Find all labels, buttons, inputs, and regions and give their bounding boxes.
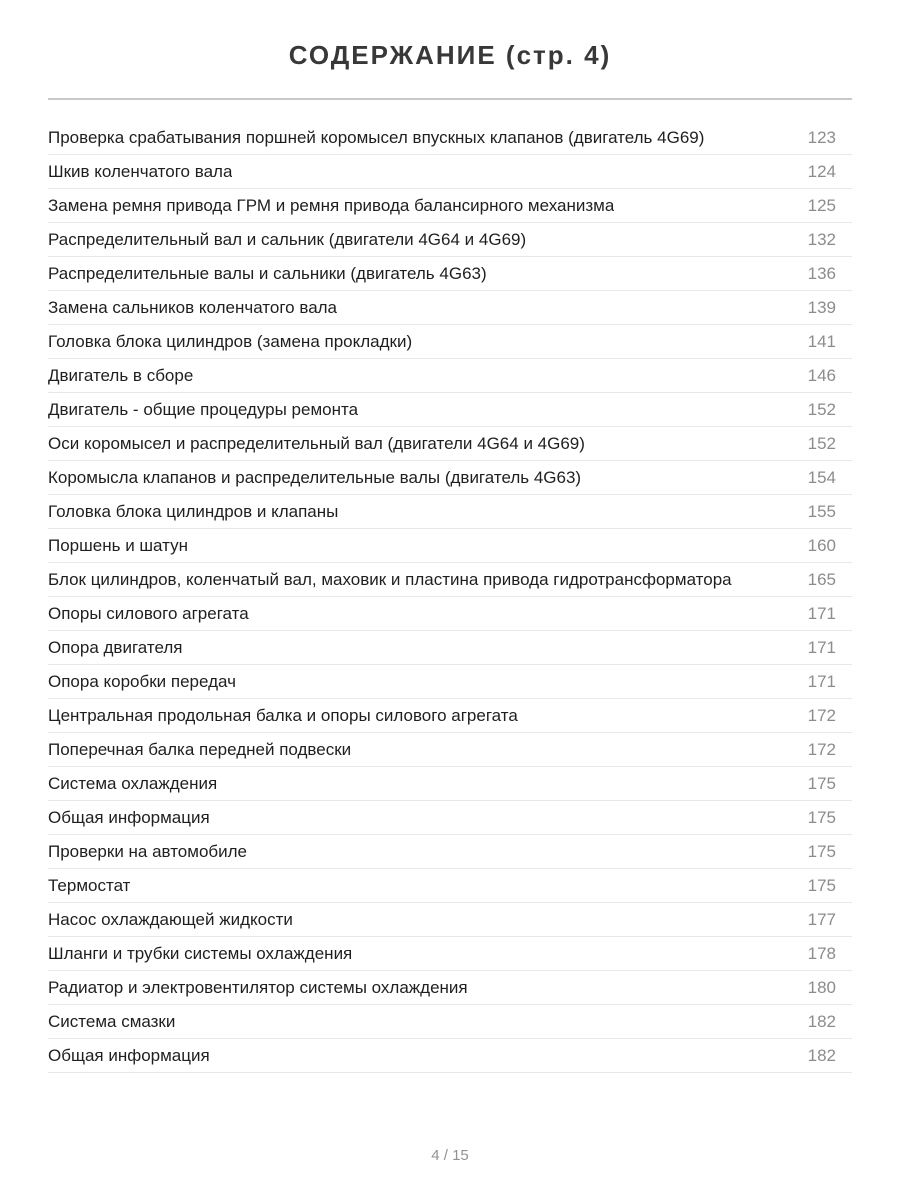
- toc-item-label: Оси коромысел и распределительный вал (двигатели 4G64 и 4G69): [48, 433, 585, 453]
- title-divider: [48, 98, 852, 100]
- toc-row[interactable]: [48, 563, 852, 597]
- toc-item-label: Центральная продольная балка и опоры силового агрегата: [48, 705, 518, 725]
- toc-item-label: Опоры силового агрегата: [48, 603, 249, 623]
- page-title: СОДЕРЖАНИЕ (стр. 4): [288, 40, 612, 70]
- toc-row[interactable]: [48, 1039, 852, 1073]
- toc-row[interactable]: [48, 529, 852, 563]
- toc-item-label: Шланги и трубки системы охлаждения: [48, 943, 353, 963]
- toc-item-page-number: 136: [807, 263, 836, 283]
- toc-row[interactable]: [48, 495, 852, 529]
- toc-item-label: Коромысла клапанов и распределительные валы (двигатель 4G63): [48, 467, 582, 487]
- toc-item-page-number: 175: [807, 841, 836, 861]
- toc-item-label: Замена сальников коленчатого вала: [48, 297, 338, 317]
- toc-item-page-number: 182: [807, 1011, 836, 1031]
- toc-item-page-number: 175: [807, 875, 836, 895]
- toc-item-page-number: 160: [807, 535, 836, 555]
- toc-row[interactable]: [48, 733, 852, 767]
- toc-item-label: Термостат: [48, 875, 131, 895]
- toc-item-page-number: 172: [807, 739, 836, 759]
- toc-row[interactable]: [48, 291, 852, 325]
- toc-item-label: Распределительные валы и сальники (двигатель 4G63): [48, 263, 487, 283]
- toc-row[interactable]: [48, 597, 852, 631]
- toc-item-page-number: 171: [807, 637, 836, 657]
- toc-item-label: Проверки на автомобиле: [48, 841, 248, 861]
- toc-row[interactable]: [48, 155, 852, 189]
- toc-item-label: Система охлаждения: [48, 773, 218, 793]
- toc-item-label: Поперечная балка передней подвески: [48, 739, 352, 759]
- toc-row[interactable]: [48, 835, 852, 869]
- toc-item-page-number: 171: [807, 603, 836, 623]
- toc-item-page-number: 141: [807, 331, 836, 351]
- toc-item-page-number: 152: [807, 399, 836, 419]
- toc-row[interactable]: [48, 971, 852, 1005]
- page-number-indicator: 4 / 15: [431, 1147, 469, 1164]
- toc-row[interactable]: [48, 699, 852, 733]
- toc-item-page-number: 171: [807, 671, 836, 691]
- toc-row[interactable]: [48, 869, 852, 903]
- toc-item-label: Поршень и шатун: [48, 535, 188, 555]
- toc-row[interactable]: [48, 903, 852, 937]
- toc-item-label: Общая информация: [48, 1045, 210, 1065]
- toc-item-page-number: 180: [807, 977, 836, 997]
- toc-item-page-number: 155: [807, 501, 836, 521]
- toc-item-label: Головка блока цилиндров (замена прокладки): [48, 331, 413, 351]
- toc-item-page-number: 132: [807, 229, 836, 249]
- toc-item-label: Насос охлаждающей жидкости: [48, 909, 293, 929]
- toc-item-page-number: 175: [807, 773, 836, 793]
- toc-item-label: Двигатель - общие процедуры ремонта: [48, 399, 359, 419]
- toc-row[interactable]: [48, 359, 852, 393]
- toc-item-page-number: 152: [807, 433, 836, 453]
- toc-item-label: Проверка срабатывания поршней коромысел впускных клапанов (двигатель 4G69): [48, 127, 705, 147]
- toc-row[interactable]: [48, 325, 852, 359]
- toc-row[interactable]: [48, 189, 852, 223]
- toc-item-page-number: 177: [807, 909, 836, 929]
- toc-row[interactable]: [48, 767, 852, 801]
- toc-row[interactable]: [48, 257, 852, 291]
- toc-row[interactable]: [48, 937, 852, 971]
- toc-item-page-number: 172: [807, 705, 836, 725]
- toc-item-page-number: 125: [807, 195, 836, 215]
- toc-row[interactable]: [48, 801, 852, 835]
- toc-list: [48, 121, 852, 1073]
- toc-row[interactable]: [48, 665, 852, 699]
- toc-item-label: Общая информация: [48, 807, 210, 827]
- toc-item-label: Распределительный вал и сальник (двигатели 4G64 и 4G69): [48, 229, 527, 249]
- toc-item-page-number: 139: [807, 297, 836, 317]
- toc-item-label: Замена ремня привода ГРМ и ремня привода балансирного механизма: [48, 195, 615, 215]
- toc-item-page-number: 146: [807, 365, 836, 385]
- toc-item-label: Опора коробки передач: [48, 671, 236, 691]
- toc-item-label: Двигатель в сборе: [48, 365, 194, 385]
- toc-item-label: Радиатор и электровентилятор системы охлаждения: [48, 977, 468, 997]
- toc-row[interactable]: [48, 223, 852, 257]
- toc-item-page-number: 123: [807, 127, 836, 147]
- toc-row[interactable]: [48, 427, 852, 461]
- toc-item-label: Головка блока цилиндров и клапаны: [48, 501, 339, 521]
- toc-row[interactable]: [48, 1005, 852, 1039]
- toc-item-label: Блок цилиндров, коленчатый вал, маховик и пластина привода гидротрансформатора: [48, 569, 732, 589]
- toc-item-label: Шкив коленчатого вала: [48, 161, 233, 181]
- toc-row[interactable]: [48, 393, 852, 427]
- toc-item-page-number: 124: [807, 161, 836, 181]
- toc-row[interactable]: [48, 461, 852, 495]
- toc-item-page-number: 182: [807, 1045, 836, 1065]
- toc-item-page-number: 165: [807, 569, 836, 589]
- toc-item-page-number: 175: [807, 807, 836, 827]
- toc-item-page-number: 154: [807, 467, 836, 487]
- toc-row[interactable]: [48, 121, 852, 155]
- toc-row[interactable]: [48, 631, 852, 665]
- toc-item-page-number: 178: [807, 943, 836, 963]
- toc-item-label: Опора двигателя: [48, 637, 183, 657]
- toc-item-label: Система смазки: [48, 1011, 176, 1031]
